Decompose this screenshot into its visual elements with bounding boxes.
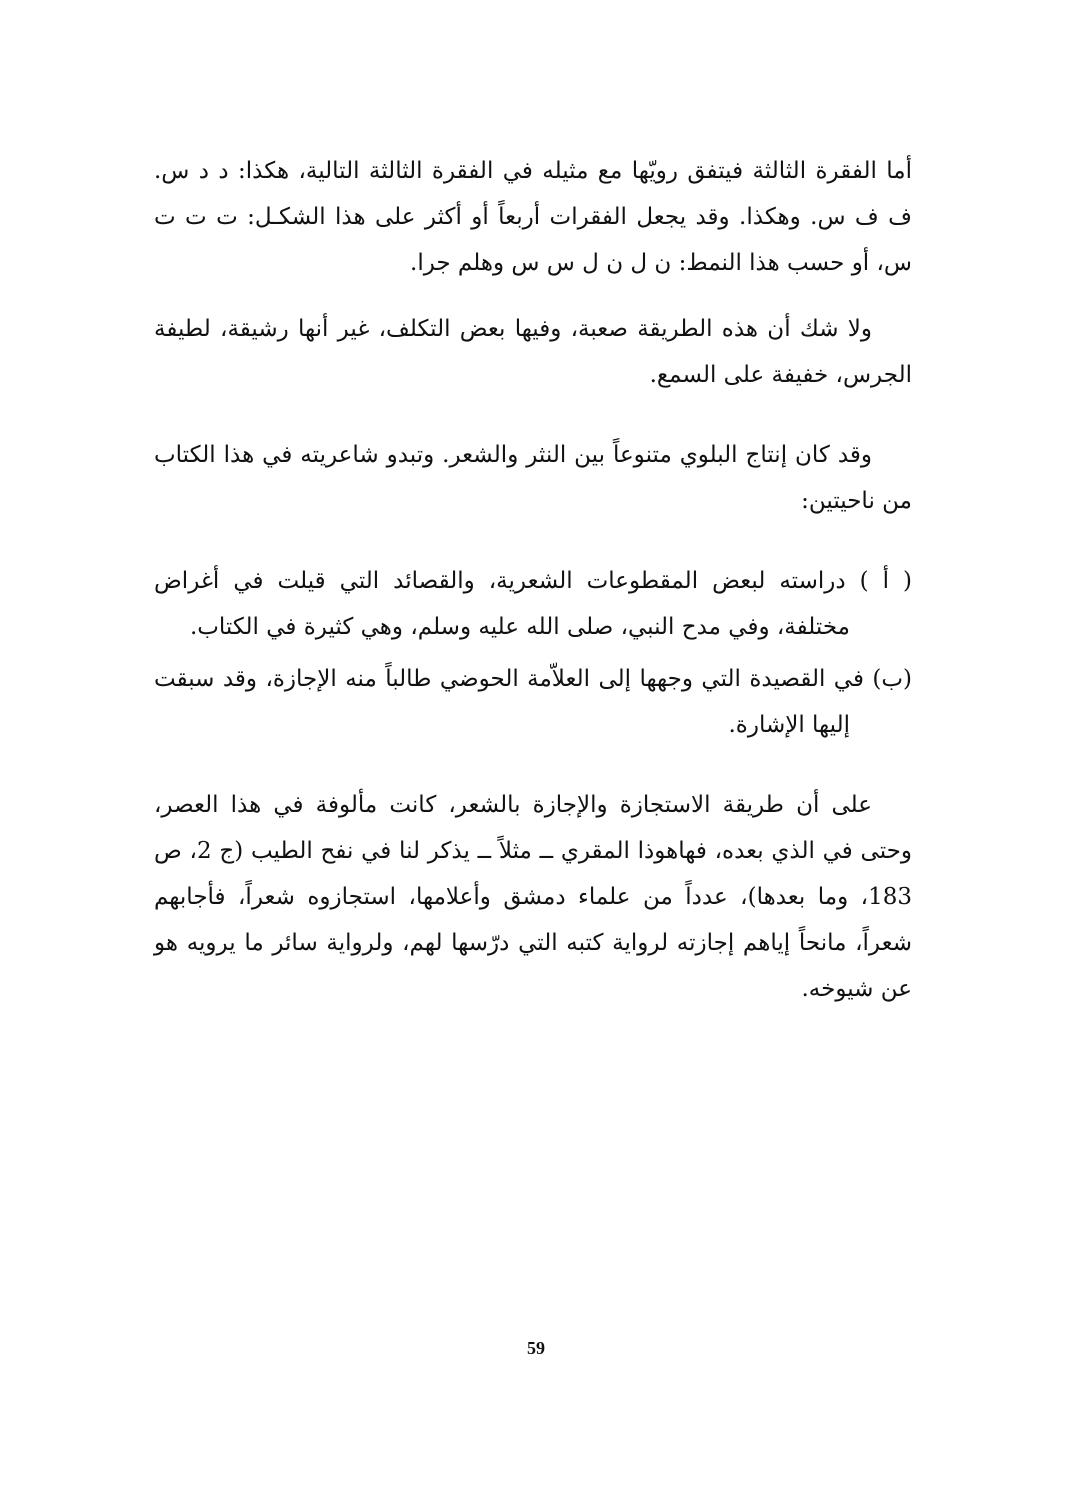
paragraph-production: وقد كان إنتاج البلوي متنوعاً بين النثر والشعر. وتبدو شاعريته في هذا الكتاب من ناحيتين: bbox=[154, 442, 912, 514]
paragraph-istijaza: على أن طريقة الاستجازة والإجازة بالشعر، كانت مألوفة في هذا العصر، وحتى في الذي بعده، فهاهوذا المقري ــ مثلاً ــ يذكر لنا في نفح الطيب (ج 2، ص 183، وما بعدها)، عدداً من علماء دمشق وأعلامها، استجازوه شعراً، فأجابهم شعراً، مانحاً إياهم إجازته لرواية كتبه التي درّسها لهم، ولرواية سائر ما يرويه هو عن شيوخه. bbox=[154, 792, 912, 1002]
page-body bbox=[154, 148, 912, 1032]
paragraph-rhyme-scheme: أما الفقرة الثالثة فيتفق رويّها مع مثيله في الفقرة الثالثة التالية، هكذا: د د س. ف ف س. وهكذا. وقد يجعل الفقرات أربعاً أو أكثر على هذا الشكـل: ت ت ت س، أو حسب هذا النمط: ن ل ن ل س س وهلم جرا. bbox=[154, 158, 912, 276]
paragraph-difficulty: ولا شك أن هذه الطريقة صعبة، وفيها بعض التكلف، غير أنها رشيقة، لطيفة الجرس، خفيفة على السمع. bbox=[154, 316, 912, 388]
list-item-a: ( أ ) دراسته لبعض المقطوعات الشعرية، والقصائد التي قيلت في أغراض مختلفة، وفي مدح النبي، صلى الله عليه وسلم، وهي كثيرة في الكتاب. bbox=[154, 568, 912, 640]
page-number: 59 bbox=[527, 1338, 545, 1358]
list-item-b: (ب) في القصيدة التي وجهها إلى العلاّمة الحوضي طالباً منه الإجازة، وقد سبقت إليها الإشارة. bbox=[154, 666, 912, 738]
